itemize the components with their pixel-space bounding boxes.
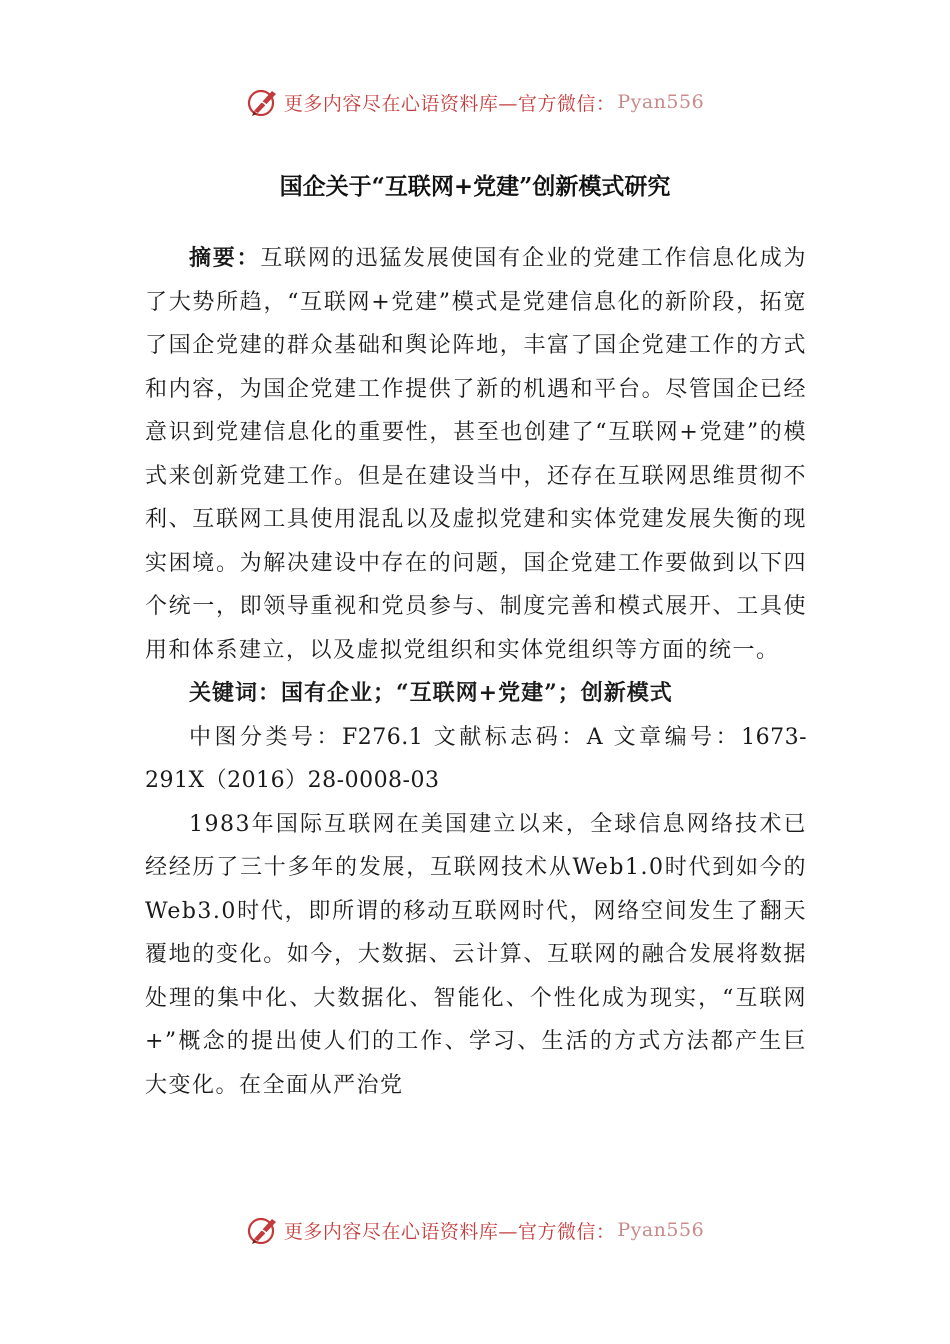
header-banner xyxy=(0,82,950,122)
pen-logo-icon xyxy=(246,85,280,119)
body-paragraph: 1983年国际互联网在美国建立以来，全球信息网络技术已经经历了三十多年的发展，互联网技术从Web1.0时代到如今的Web3.0时代，即所谓的移动互联网时代，网络空间发生了翻天覆地的变化。如今，大数据、云计算、互联网的融合发展将数据处理的集中化、大数据化、智能化、个性化成为现实，“互联网+”概念的提出使人们的工作、学习、生活的方式方法都产生巨大变化。在全面从严治党 xyxy=(145,811,807,1098)
keywords-text: 国有企业；“互联网+党建”；创新模式 xyxy=(281,680,673,706)
banner-text: 更多内容尽在心语资料库—官方微信： xyxy=(283,92,616,115)
pen-logo-icon xyxy=(246,1213,280,1247)
banner-text: 更多内容尽在心语资料库—官方微信： xyxy=(283,1220,616,1243)
article-title: 国企关于“互联网+党建”创新模式研究 xyxy=(279,173,671,200)
abstract-paragraph xyxy=(145,237,807,672)
footer-banner xyxy=(0,1210,950,1250)
banner-wechat-id: Pyan556 xyxy=(617,1219,705,1241)
abstract-text: 互联网的迅猛发展使国有企业的党建工作信息化成为了大势所趋，“互联网+党建”模式是党建信息化的新阶段，拓宽了国企党建的群众基础和舆论阵地，丰富了国企党建工作的方式和内容，为国企党建工作提供了新的机遇和平台。尽管国企已经意识到党建信息化的重要性，甚至也创建了“互联网+党建”的模式来创新党建工作。但是在建设当中，还存在互联网思维贯彻不利、互联网工具使用混乱以及虚拟党建和实体党建发展失衡的现实困境。为解决建设中存在的问题，国企党建工作要做到以下四个统一，即领导重视和党员参与、制度完善和模式展开、工具使用和体系建立，以及虚拟党组织和实体党组织等方面的统一。 xyxy=(145,246,807,663)
abstract-label: 摘要： xyxy=(189,245,261,271)
banner-wechat-id: Pyan556 xyxy=(617,91,705,113)
article-body xyxy=(145,237,807,1107)
keywords-label: 关键词： xyxy=(189,680,282,706)
classification-line: 中图分类号：F276.1 文献标志码：A 文章编号：1673-291X（2016）28-0008-03 xyxy=(145,724,807,793)
keywords-paragraph xyxy=(145,672,807,716)
